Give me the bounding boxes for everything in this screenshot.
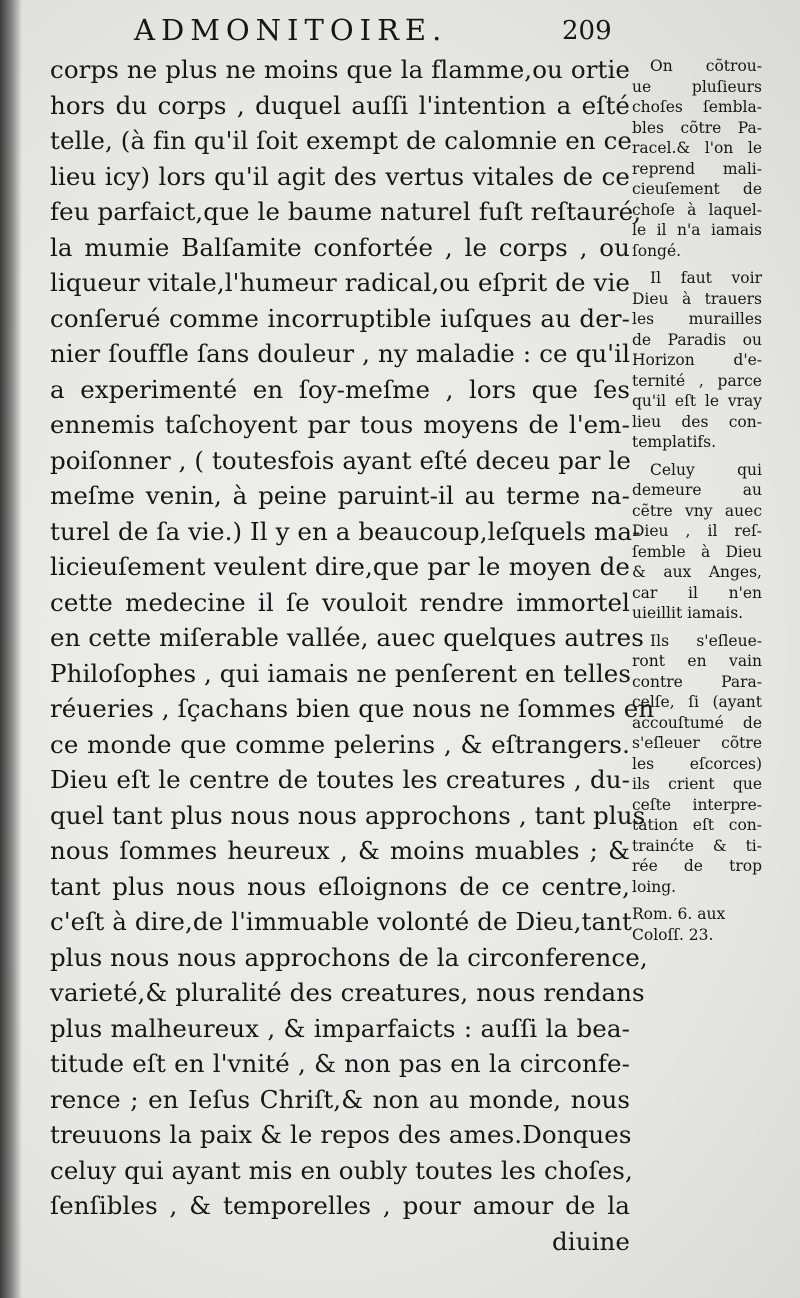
text-line: hors du corps , duquel auſſi l'intention a eſté bbox=[50, 90, 630, 120]
margin-note-reference bbox=[632, 904, 762, 945]
note-line: choſes ſembla- bbox=[632, 98, 762, 116]
text-line: cette medecine il ſe vouloit rendre immortel bbox=[50, 587, 630, 617]
text-line: en cette miſerable vallée, auec quelques autres bbox=[50, 623, 644, 652]
margin-note bbox=[632, 268, 762, 453]
margin-note bbox=[632, 631, 762, 898]
note-line: ſemble à Dieu bbox=[632, 542, 762, 561]
text-line: ce monde que comme pelerins , & eſtrangers. bbox=[50, 729, 630, 759]
note-line: celſe, ſi (ayant bbox=[632, 693, 762, 711]
running-head: ADMONITOIRE. bbox=[134, 13, 448, 47]
page-number: 209 bbox=[562, 16, 612, 46]
note-line: accouſtumé de bbox=[632, 713, 762, 732]
text-line: feu parfaict,que le baume naturel fuſt reſtauré, bbox=[50, 197, 642, 226]
note-line: demeure au bbox=[632, 481, 762, 499]
text-line: tant plus nous nous eſloignons de ce centre, bbox=[50, 871, 630, 901]
text-line: plus malheureux , & imparfaicts : auſſi la bea- bbox=[50, 1013, 630, 1043]
text-line: quel tant plus nous nous approchons , tant plus bbox=[50, 800, 646, 830]
text-line: ſenſibles , & temporelles , pour amour de la bbox=[50, 1191, 630, 1220]
note-line: s'eſleuer cõtre bbox=[632, 734, 762, 752]
note-line: Coloſſ. 23. bbox=[632, 925, 714, 944]
note-line: les eſcorces) bbox=[632, 754, 762, 773]
text-line: a experimenté en ſoy-meſme , lors que ſes bbox=[50, 374, 630, 404]
note-line: templatifs. bbox=[632, 433, 717, 451]
text-line: lieu icy) lors qu'il agit des vertus vitales de ce bbox=[50, 161, 630, 191]
note-line: bles cõtre Pa- bbox=[632, 118, 762, 137]
note-line: qu'il eſt le vray bbox=[632, 392, 762, 410]
text-line: ennemis taſchoyent par tous moyens de l'em- bbox=[50, 410, 630, 439]
margin-note bbox=[632, 56, 762, 261]
note-line: contre Para- bbox=[632, 672, 762, 691]
text-line: varieté,& pluralité des creatures, nous rendans bbox=[50, 978, 645, 1007]
note-line: choſe à laquel- bbox=[632, 200, 762, 219]
margin-notes bbox=[632, 56, 762, 945]
note-line: ternité , parce bbox=[632, 371, 762, 390]
text-line: celuy qui ayant mis en oubly toutes les choſes, bbox=[50, 1155, 633, 1185]
text-line: nier ſouffle ſans douleur , ny maladie : ce qu'il bbox=[50, 339, 630, 368]
note-line: Dieu , il reſ- bbox=[632, 522, 762, 540]
text-line: nous ſommes heureux , & moins muables ; & bbox=[50, 836, 630, 865]
text-line: licieuſement veulent dire,que par le moyen de bbox=[50, 552, 630, 581]
note-line: lieu des con- bbox=[632, 412, 762, 431]
text-line: poiſonner , ( toutesfois ayant eſté deceu par le bbox=[50, 445, 631, 475]
note-line: de Paradis ou bbox=[632, 330, 762, 349]
note-line: Rom. 6. aux bbox=[632, 905, 726, 923]
note-line: ue pluſieurs bbox=[632, 77, 762, 96]
note-line: ils crient que bbox=[632, 775, 762, 793]
note-line: ront en vain bbox=[632, 652, 762, 670]
text-line: corps ne plus ne moins que la flamme,ou ortie bbox=[50, 55, 630, 84]
note-line: reprend mali- bbox=[632, 159, 762, 178]
note-line: uieillit iamais. bbox=[632, 604, 744, 622]
note-line: cieuſement de bbox=[632, 180, 762, 198]
note-line: loing. bbox=[632, 877, 677, 896]
note-line: ſongé. bbox=[632, 241, 682, 260]
text-line: liqueur vitale,l'humeur radical,ou eſprit de vie bbox=[50, 268, 630, 297]
text-line: la mumie Balſamite confortée , le corps , ou bbox=[50, 232, 630, 262]
text-line: meſme venin, à peine paruint-il au terme na- bbox=[50, 481, 630, 510]
note-line: trainćte & ti- bbox=[632, 836, 762, 855]
text-line: plus nous nous approchons de la circonference, bbox=[50, 942, 648, 972]
text-line: Dieu eſt le centre de toutes les creatures , du- bbox=[50, 765, 630, 794]
note-line: cẽtre vny auec bbox=[632, 501, 762, 520]
text-line: Philoſophes , qui iamais ne penſerent en telles bbox=[50, 658, 632, 688]
text-line: telle, (à fin qu'il ſoit exempt de calomnie en ce bbox=[50, 126, 633, 155]
text-line: treuuons la paix & le repos des ames.Donques bbox=[50, 1120, 632, 1149]
page-spine-shadow bbox=[0, 0, 22, 1298]
note-line: le il n'a iamais bbox=[632, 221, 762, 239]
note-line: Il faut voir bbox=[650, 269, 762, 287]
note-line: ceſte interpre- bbox=[632, 795, 762, 814]
note-line: tation eſt con- bbox=[632, 816, 762, 834]
margin-note bbox=[632, 460, 762, 624]
text-line: rence ; en Ieſus Chriſt,& non au monde, nous bbox=[50, 1084, 630, 1114]
text-line: titude eſt en l'vnité , & non pas en la circonfe- bbox=[50, 1049, 630, 1078]
note-line: rée de trop bbox=[632, 857, 762, 875]
text-line: c'eſt à dire,de l'immuable volonté de Dieu,tant bbox=[50, 907, 632, 936]
note-line: Horizon d'e- bbox=[632, 351, 762, 369]
note-line: les murailles bbox=[632, 310, 762, 328]
note-line: Ils s'eſleue- bbox=[650, 631, 762, 650]
note-line: & aux Anges, bbox=[632, 563, 762, 581]
text-line: réueries , ſçachans bien que nous ne ſommes en bbox=[50, 694, 655, 723]
note-line: Celuy qui bbox=[650, 460, 762, 479]
catchword: diuine bbox=[551, 1226, 630, 1256]
text-line: conſerué comme incorruptible iuſques au der- bbox=[50, 303, 630, 333]
note-line: Dieu à trauers bbox=[632, 289, 762, 308]
note-line: car il n'en bbox=[632, 583, 762, 602]
text-line: turel de ſa vie.) Il y en a beaucoup,leſquels ma- bbox=[50, 516, 641, 546]
note-line: racel.& l'on le bbox=[632, 139, 762, 157]
note-line: On cõtrou- bbox=[650, 57, 762, 75]
